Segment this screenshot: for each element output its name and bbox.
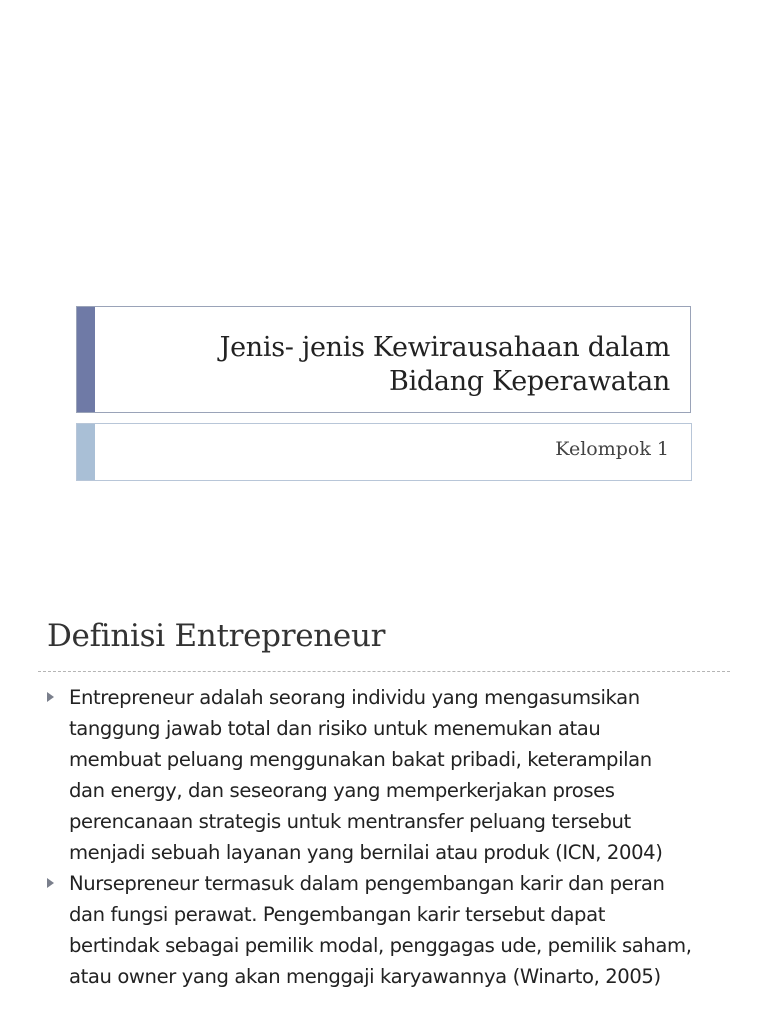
title-line-2: Bidang Keperawatan — [389, 366, 670, 397]
title-divider — [38, 671, 730, 672]
title-line-1: Jenis- jenis Kewirausahaan dalam — [219, 332, 670, 363]
bullet-line: tanggung jawab total dan risiko untuk menemukan atau — [69, 717, 601, 740]
title-box — [76, 306, 691, 413]
bullet-line: perencanaan strategis untuk mentransfer peluang tersebut — [69, 810, 631, 833]
definition-slide — [0, 576, 768, 1024]
bullet-line: atau owner yang akan menggaji karyawannya (Winarto, 2005) — [69, 965, 661, 988]
bullet-line: dan energy, dan seseorang yang memperkerjakan proses — [69, 779, 615, 802]
subtitle-accent-bar — [77, 424, 95, 480]
bullet-line: Entrepreneur adalah seorang individu yang mengasumsikan — [69, 686, 640, 709]
bullet-line: membuat peluang menggunakan bakat pribadi, keterampilan — [69, 748, 652, 771]
bullet-line: bertindak sebagai pemilik modal, penggagas ude, pemilik saham, — [69, 934, 692, 957]
presentation-subtitle: Kelompok 1 — [555, 438, 669, 460]
bullet-line: dan fungsi perawat. Pengembangan karir tersebut dapat — [69, 903, 605, 926]
triangle-bullet-icon — [47, 878, 54, 888]
triangle-bullet-icon — [47, 692, 54, 702]
bullet-item — [45, 868, 735, 992]
title-accent-bar — [77, 307, 95, 412]
bullet-line: menjadi sebuah layanan yang bernilai atau produk (ICN, 2004) — [69, 841, 663, 864]
presentation-title — [220, 331, 670, 399]
bullet-line: Nursepreneur termasuk dalam pengembangan karir dan peran — [69, 872, 665, 895]
bullet-list — [45, 682, 735, 992]
bullet-item — [45, 682, 735, 868]
slide-title: Definisi Entrepreneur — [47, 618, 386, 654]
subtitle-box — [76, 423, 692, 481]
